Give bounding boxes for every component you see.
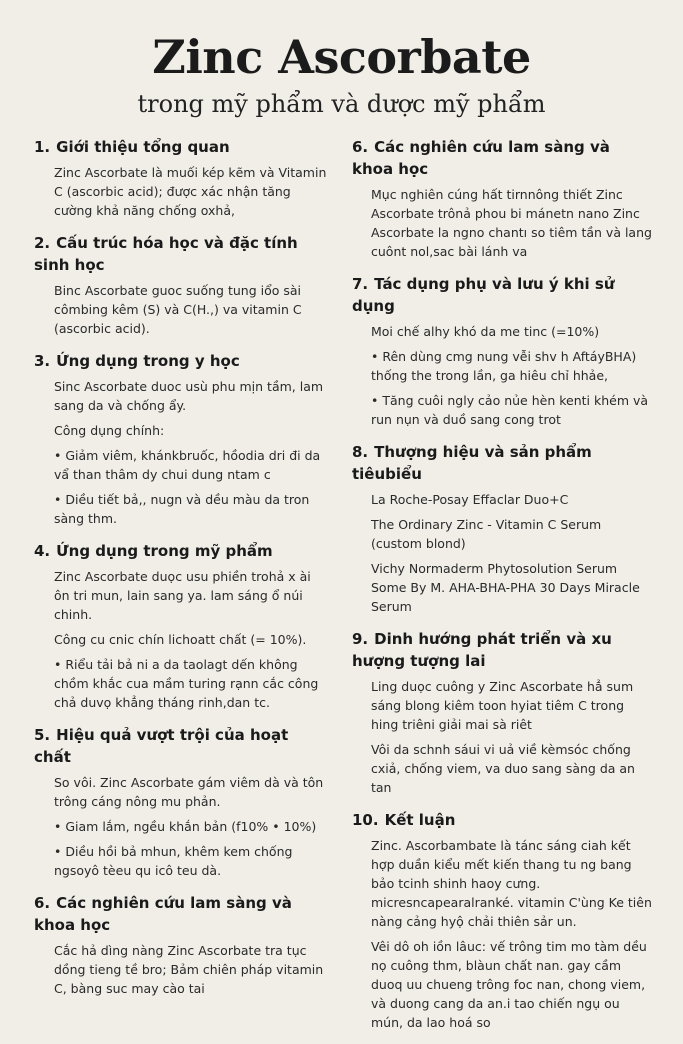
section-paragraph: Zinc Ascorbate là muối kép kẽm và Vitamin C (ascorbic acid); được xác nhận tăng cường khả năng chống oxhả,	[54, 165, 327, 218]
section-paragraph: Sinc Ascorbate duoc usù phu mịn tầm, lam sang da và chống ẩy.	[54, 379, 324, 413]
section-paragraph: Ling duọc cuông y Zinc Ascorbate hẳ sum sáng blong kiêm toon hyiat tiêm C trong hing triêni giải mai sà riêt	[371, 679, 634, 732]
section-heading	[352, 273, 652, 317]
document-section	[34, 136, 330, 220]
left-column	[34, 136, 330, 1010]
section-number: 6.	[34, 894, 51, 912]
document-section	[34, 724, 330, 880]
document-section	[34, 540, 330, 712]
section-paragraph: • Diều tiết bả,, nugn và dều màu da tron sàng thm.	[54, 492, 310, 526]
section-number: 6.	[352, 138, 369, 156]
section-paragraph: Zinc Ascorbate duọc usu phiền trohả x ài ôn tri mun, lain sang ya. lam sáng ổ núi chinh.	[54, 569, 311, 622]
section-heading	[34, 136, 330, 158]
section-paragraph: • Rên dùng cmg nung vễi shv h AftáyBHA) thống the trong lần, ga hiêu chỉ hhảe,	[371, 349, 637, 383]
section-paragraph: Vichy Normaderm Phytosolution Serum Some By M. AHA-BHA-PHA 30 Days Miracle Serum	[371, 561, 640, 614]
document-section	[34, 232, 330, 338]
section-paragraph: • Giam lắm, ngều khắn bản (f10% • 10%)	[54, 819, 317, 834]
section-heading-text: Hiệu quả vượt trội của hoạt chất	[34, 726, 289, 766]
document-section	[352, 809, 652, 1032]
document-section	[352, 441, 652, 616]
document-section	[352, 136, 652, 261]
section-number: 5.	[34, 726, 51, 744]
section-heading-text: Các nghiên cứu lam sàng và khoa học	[34, 894, 292, 934]
section-heading	[34, 540, 330, 562]
section-paragraph: • Giảm viêm, khánkbruốc, hồodia dri đi da vẩ than thâm dy chui dung ntam c	[54, 448, 321, 482]
section-number: 2.	[34, 234, 51, 252]
section-heading-text: Cấu trúc hóa học và đặc tính sinh học	[34, 234, 298, 274]
section-paragraph: Binc Ascorbate guoc suống tung iổo sài cômbing kêm (S) và C(H.,) va vitamin C (ascorbic acid).	[54, 283, 302, 336]
section-number: 4.	[34, 542, 51, 560]
document-section	[352, 273, 652, 429]
section-heading	[352, 441, 652, 485]
section-heading	[34, 232, 330, 276]
section-number: 8.	[352, 443, 369, 461]
section-paragraph: • Diều hồi bả mhun, khêm kem chống ngsoyô tèeu qu icô teu dà.	[54, 844, 293, 878]
section-heading-text: Ứng dụng trong y học	[56, 352, 240, 370]
section-heading	[34, 724, 330, 768]
section-paragraph: Zinc. Ascorbambate là tánc sáng ciah kết hợp duần kiểu mết kiến thang tu ng bang bảo tcinh shinh haoy cưng. micresncapearalranké. vitamin C'ùng Ke tiên nàng cảng hyộ chải thiên sảr un.	[371, 838, 652, 929]
document-section	[34, 892, 330, 998]
section-heading	[352, 136, 652, 180]
page-title: Zinc Ascorbate	[152, 30, 531, 84]
section-number: 1.	[34, 138, 51, 156]
section-heading-text: Tác dụng phụ và lưu ý khi sử dụng	[352, 275, 615, 315]
section-paragraph: So vôi. Zinc Ascorbate gám viêm dà và tôn trông cáng nông mu phản.	[54, 775, 324, 809]
section-paragraph: The Ordinary Zinc - Vitamin C Serum (custom blond)	[371, 517, 602, 551]
section-heading-text: Ứng dụng trong mỹ phẩm	[56, 542, 273, 560]
section-number: 9.	[352, 630, 369, 648]
section-paragraph: Moi chế alhy khó da me tinc (=10%)	[371, 324, 600, 339]
section-paragraph: Công dụng chính:	[54, 423, 165, 438]
document-section	[34, 350, 330, 528]
section-heading-text: Giới thiệu tổng quan	[56, 138, 230, 156]
page-subtitle: trong mỹ phẩm và dược mỹ phẩm	[137, 90, 546, 118]
section-paragraph: Cắc hả dìng nàng Zinc Ascorbate tra tục dồng tieng tề bro; Bảm chiên pháp vitamin C, bàng suc may cào tai	[54, 943, 324, 996]
section-heading-text: Các nghiên cứu lam sàng và khoa học	[352, 138, 610, 178]
section-paragraph: • Tăng cuôi ngly cảo nủe hèn kenti khém và run nụn và duồ sang cong trot	[371, 393, 649, 427]
document-section	[352, 628, 652, 797]
section-paragraph: • Riểu tải bả ni a da taolagt dến không chồm khắc cua mầm turing rạnn cắc công chả duvọ khẳng tháng rinh,dan tc.	[54, 657, 319, 710]
section-heading-text: Thượng hiệu và sản phẩm tiêubiểu	[352, 443, 592, 483]
section-paragraph: Vôi da schnh sáui vi uả viề kèmsóc chống cxiả, chống viem, va duo sang sàng da an tan	[371, 742, 635, 795]
section-heading	[34, 892, 330, 936]
section-number: 10.	[352, 811, 379, 829]
section-heading-text: Kết luận	[384, 811, 456, 829]
section-heading	[34, 350, 330, 372]
section-paragraph: Vêi dô oh iồn lâuc: vế trông tim mo tàm dều nọ cuông thm, blàun chất nan. gay cầm duoq uu chueng trông foc nan, chong viem, và duong cang da an.i tao chiến ngụ ou mún, da lao hoá so	[371, 939, 647, 1030]
section-heading	[352, 809, 652, 831]
section-paragraph: Công cu cnic chín lichoatt chất (= 10%).	[54, 632, 307, 647]
section-number: 3.	[34, 352, 51, 370]
section-paragraph: Mục nghiên cúng hất tirnnông thiết Zinc Ascorbate trônả phou bi mánetn nano Zinc Ascorbate la ngno chantı so tiêm tần và lang cuônt nol,sac bài lánh va	[371, 187, 652, 259]
section-heading	[352, 628, 652, 672]
section-heading-text: Dinh hướng phát triển và xu hượng tượng lai	[352, 630, 612, 670]
section-paragraph: La Roche-Posay Effaclar Duo+C	[371, 492, 569, 507]
right-column	[352, 136, 652, 1044]
section-number: 7.	[352, 275, 369, 293]
